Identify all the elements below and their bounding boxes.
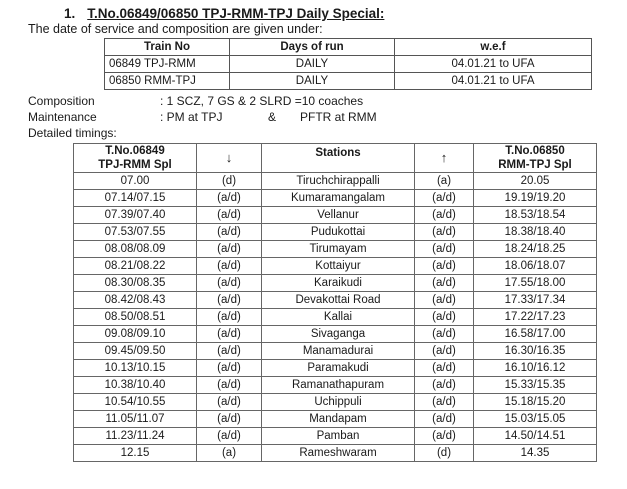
up-time-cell: 16.10/16.12 (474, 360, 597, 377)
up-ad-cell: (a/d) (415, 326, 474, 343)
down-time-cell: 10.54/10.55 (74, 394, 197, 411)
down-ad-cell: (a/d) (197, 275, 262, 292)
up-time-cell: 18.53/18.54 (474, 207, 597, 224)
station-cell: Kottaiyur (262, 258, 415, 275)
up-ad-cell: (a/d) (415, 343, 474, 360)
up-ad-cell: (a/d) (415, 411, 474, 428)
section-heading (64, 6, 384, 21)
up-time-cell: 14.50/14.51 (474, 428, 597, 445)
down-ad-cell: (a/d) (197, 224, 262, 241)
timing-row (74, 275, 597, 292)
station-cell: Tiruchchirappalli (262, 173, 415, 190)
service-table (104, 38, 592, 90)
intro-text: The date of service and composition are given under: (28, 22, 323, 36)
station-cell: Sivaganga (262, 326, 415, 343)
down-ad-cell: (a/d) (197, 292, 262, 309)
down-time-cell: 11.05/11.07 (74, 411, 197, 428)
up-ad-cell: (a/d) (415, 241, 474, 258)
up-time-cell: 15.33/15.35 (474, 377, 597, 394)
up-time-cell: 16.58/17.00 (474, 326, 597, 343)
timing-row (74, 224, 597, 241)
up-train-number: T.No.06850 (505, 145, 565, 157)
down-time-cell: 08.30/08.35 (74, 275, 197, 292)
timing-row (74, 411, 597, 428)
timing-row (74, 207, 597, 224)
down-time-cell: 09.45/09.50 (74, 343, 197, 360)
header-down-train (74, 144, 197, 173)
timing-row (74, 258, 597, 275)
down-time-cell: 07.53/07.55 (74, 224, 197, 241)
up-train-name: RMM-TPJ Spl (498, 159, 572, 171)
header-up-train (474, 144, 597, 173)
section-number: 1. (64, 6, 76, 21)
station-cell: Kumaramangalam (262, 190, 415, 207)
station-cell: Mandapam (262, 411, 415, 428)
maintenance-amp: & (268, 110, 277, 124)
down-ad-cell: (a/d) (197, 343, 262, 360)
wef-cell: 04.01.21 to UFA (395, 73, 592, 90)
station-cell: Devakottai Road (262, 292, 415, 309)
down-ad-cell: (a/d) (197, 377, 262, 394)
timings-table (73, 143, 597, 462)
down-time-cell: 10.38/10.40 (74, 377, 197, 394)
station-cell: Vellanur (262, 207, 415, 224)
up-arrow-icon: ↑ (415, 144, 474, 173)
train-no-cell: 06850 RMM-TPJ (105, 73, 230, 90)
up-ad-cell: (a/d) (415, 258, 474, 275)
up-ad-cell: (a/d) (415, 207, 474, 224)
down-ad-cell: (a/d) (197, 309, 262, 326)
down-train-number: T.No.06849 (105, 145, 165, 157)
up-ad-cell: (a) (415, 173, 474, 190)
up-ad-cell: (a/d) (415, 275, 474, 292)
days-cell: DAILY (230, 56, 395, 73)
up-time-cell: 17.55/18.00 (474, 275, 597, 292)
down-ad-cell: (a/d) (197, 394, 262, 411)
up-time-cell: 18.38/18.40 (474, 224, 597, 241)
up-ad-cell: (a/d) (415, 292, 474, 309)
timing-row (74, 343, 597, 360)
station-cell: Ramanathapuram (262, 377, 415, 394)
timing-row (74, 445, 597, 462)
up-ad-cell: (a/d) (415, 309, 474, 326)
up-ad-cell: (a/d) (415, 224, 474, 241)
down-ad-cell: (a/d) (197, 258, 262, 275)
up-time-cell: 20.05 (474, 173, 597, 190)
down-time-cell: 07.39/07.40 (74, 207, 197, 224)
down-time-cell: 08.42/08.43 (74, 292, 197, 309)
down-time-cell: 11.23/11.24 (74, 428, 197, 445)
down-time-cell: 08.08/08.09 (74, 241, 197, 258)
down-train-name: TPJ-RMM Spl (98, 159, 172, 171)
up-time-cell: 15.03/15.05 (474, 411, 597, 428)
down-ad-cell: (a/d) (197, 360, 262, 377)
station-cell: Tirumayam (262, 241, 415, 258)
timing-row (74, 173, 597, 190)
up-time-cell: 16.30/16.35 (474, 343, 597, 360)
station-cell: Karaikudi (262, 275, 415, 292)
up-ad-cell: (d) (415, 445, 474, 462)
down-ad-cell: (a) (197, 445, 262, 462)
header-wef: w.e.f (395, 39, 592, 56)
station-cell: Kallai (262, 309, 415, 326)
timings-header-row (74, 144, 597, 173)
down-time-cell: 08.21/08.22 (74, 258, 197, 275)
up-time-cell: 15.18/15.20 (474, 394, 597, 411)
down-time-cell: 09.08/09.10 (74, 326, 197, 343)
up-ad-cell: (a/d) (415, 394, 474, 411)
service-row (105, 73, 592, 90)
down-ad-cell: (a/d) (197, 190, 262, 207)
composition-label: Composition (28, 94, 95, 108)
service-row (105, 56, 592, 73)
down-time-cell: 08.50/08.51 (74, 309, 197, 326)
timing-row (74, 190, 597, 207)
timing-row (74, 309, 597, 326)
section-title: T.No.06849/06850 TPJ-RMM-TPJ Daily Special: (87, 6, 385, 21)
up-ad-cell: (a/d) (415, 190, 474, 207)
station-cell: Manamadurai (262, 343, 415, 360)
maintenance-label: Maintenance (28, 110, 97, 124)
header-days-of-run: Days of run (230, 39, 395, 56)
maintenance-value-b: PFTR at RMM (300, 110, 377, 124)
up-ad-cell: (a/d) (415, 377, 474, 394)
up-time-cell: 14.35 (474, 445, 597, 462)
down-ad-cell: (a/d) (197, 411, 262, 428)
down-ad-cell: (d) (197, 173, 262, 190)
up-time-cell: 19.19/19.20 (474, 190, 597, 207)
down-time-cell: 12.15 (74, 445, 197, 462)
maintenance-value-a: : PM at TPJ (160, 110, 223, 124)
timing-row (74, 241, 597, 258)
timing-row (74, 377, 597, 394)
up-time-cell: 18.24/18.25 (474, 241, 597, 258)
timings-body (74, 173, 597, 462)
down-time-cell: 07.14/07.15 (74, 190, 197, 207)
detailed-timings-label: Detailed timings: (28, 126, 117, 140)
composition-value: : 1 SCZ, 7 GS & 2 SLRD =10 coaches (160, 94, 364, 108)
down-ad-cell: (a/d) (197, 326, 262, 343)
up-ad-cell: (a/d) (415, 428, 474, 445)
service-header-row (105, 39, 592, 56)
timing-row (74, 292, 597, 309)
timing-row (74, 360, 597, 377)
up-time-cell: 17.33/17.34 (474, 292, 597, 309)
station-cell: Uchippuli (262, 394, 415, 411)
down-ad-cell: (a/d) (197, 207, 262, 224)
station-cell: Rameshwaram (262, 445, 415, 462)
station-cell: Pamban (262, 428, 415, 445)
down-time-cell: 07.00 (74, 173, 197, 190)
up-ad-cell: (a/d) (415, 360, 474, 377)
wef-cell: 04.01.21 to UFA (395, 56, 592, 73)
up-time-cell: 17.22/17.23 (474, 309, 597, 326)
station-cell: Pudukottai (262, 224, 415, 241)
train-no-cell: 06849 TPJ-RMM (105, 56, 230, 73)
header-train-no: Train No (105, 39, 230, 56)
timing-row (74, 394, 597, 411)
timing-row (74, 326, 597, 343)
down-ad-cell: (a/d) (197, 428, 262, 445)
down-arrow-icon: ↓ (197, 144, 262, 173)
down-ad-cell: (a/d) (197, 241, 262, 258)
timing-row (74, 428, 597, 445)
header-stations: Stations (262, 144, 415, 173)
days-cell: DAILY (230, 73, 395, 90)
station-cell: Paramakudi (262, 360, 415, 377)
down-time-cell: 10.13/10.15 (74, 360, 197, 377)
up-time-cell: 18.06/18.07 (474, 258, 597, 275)
